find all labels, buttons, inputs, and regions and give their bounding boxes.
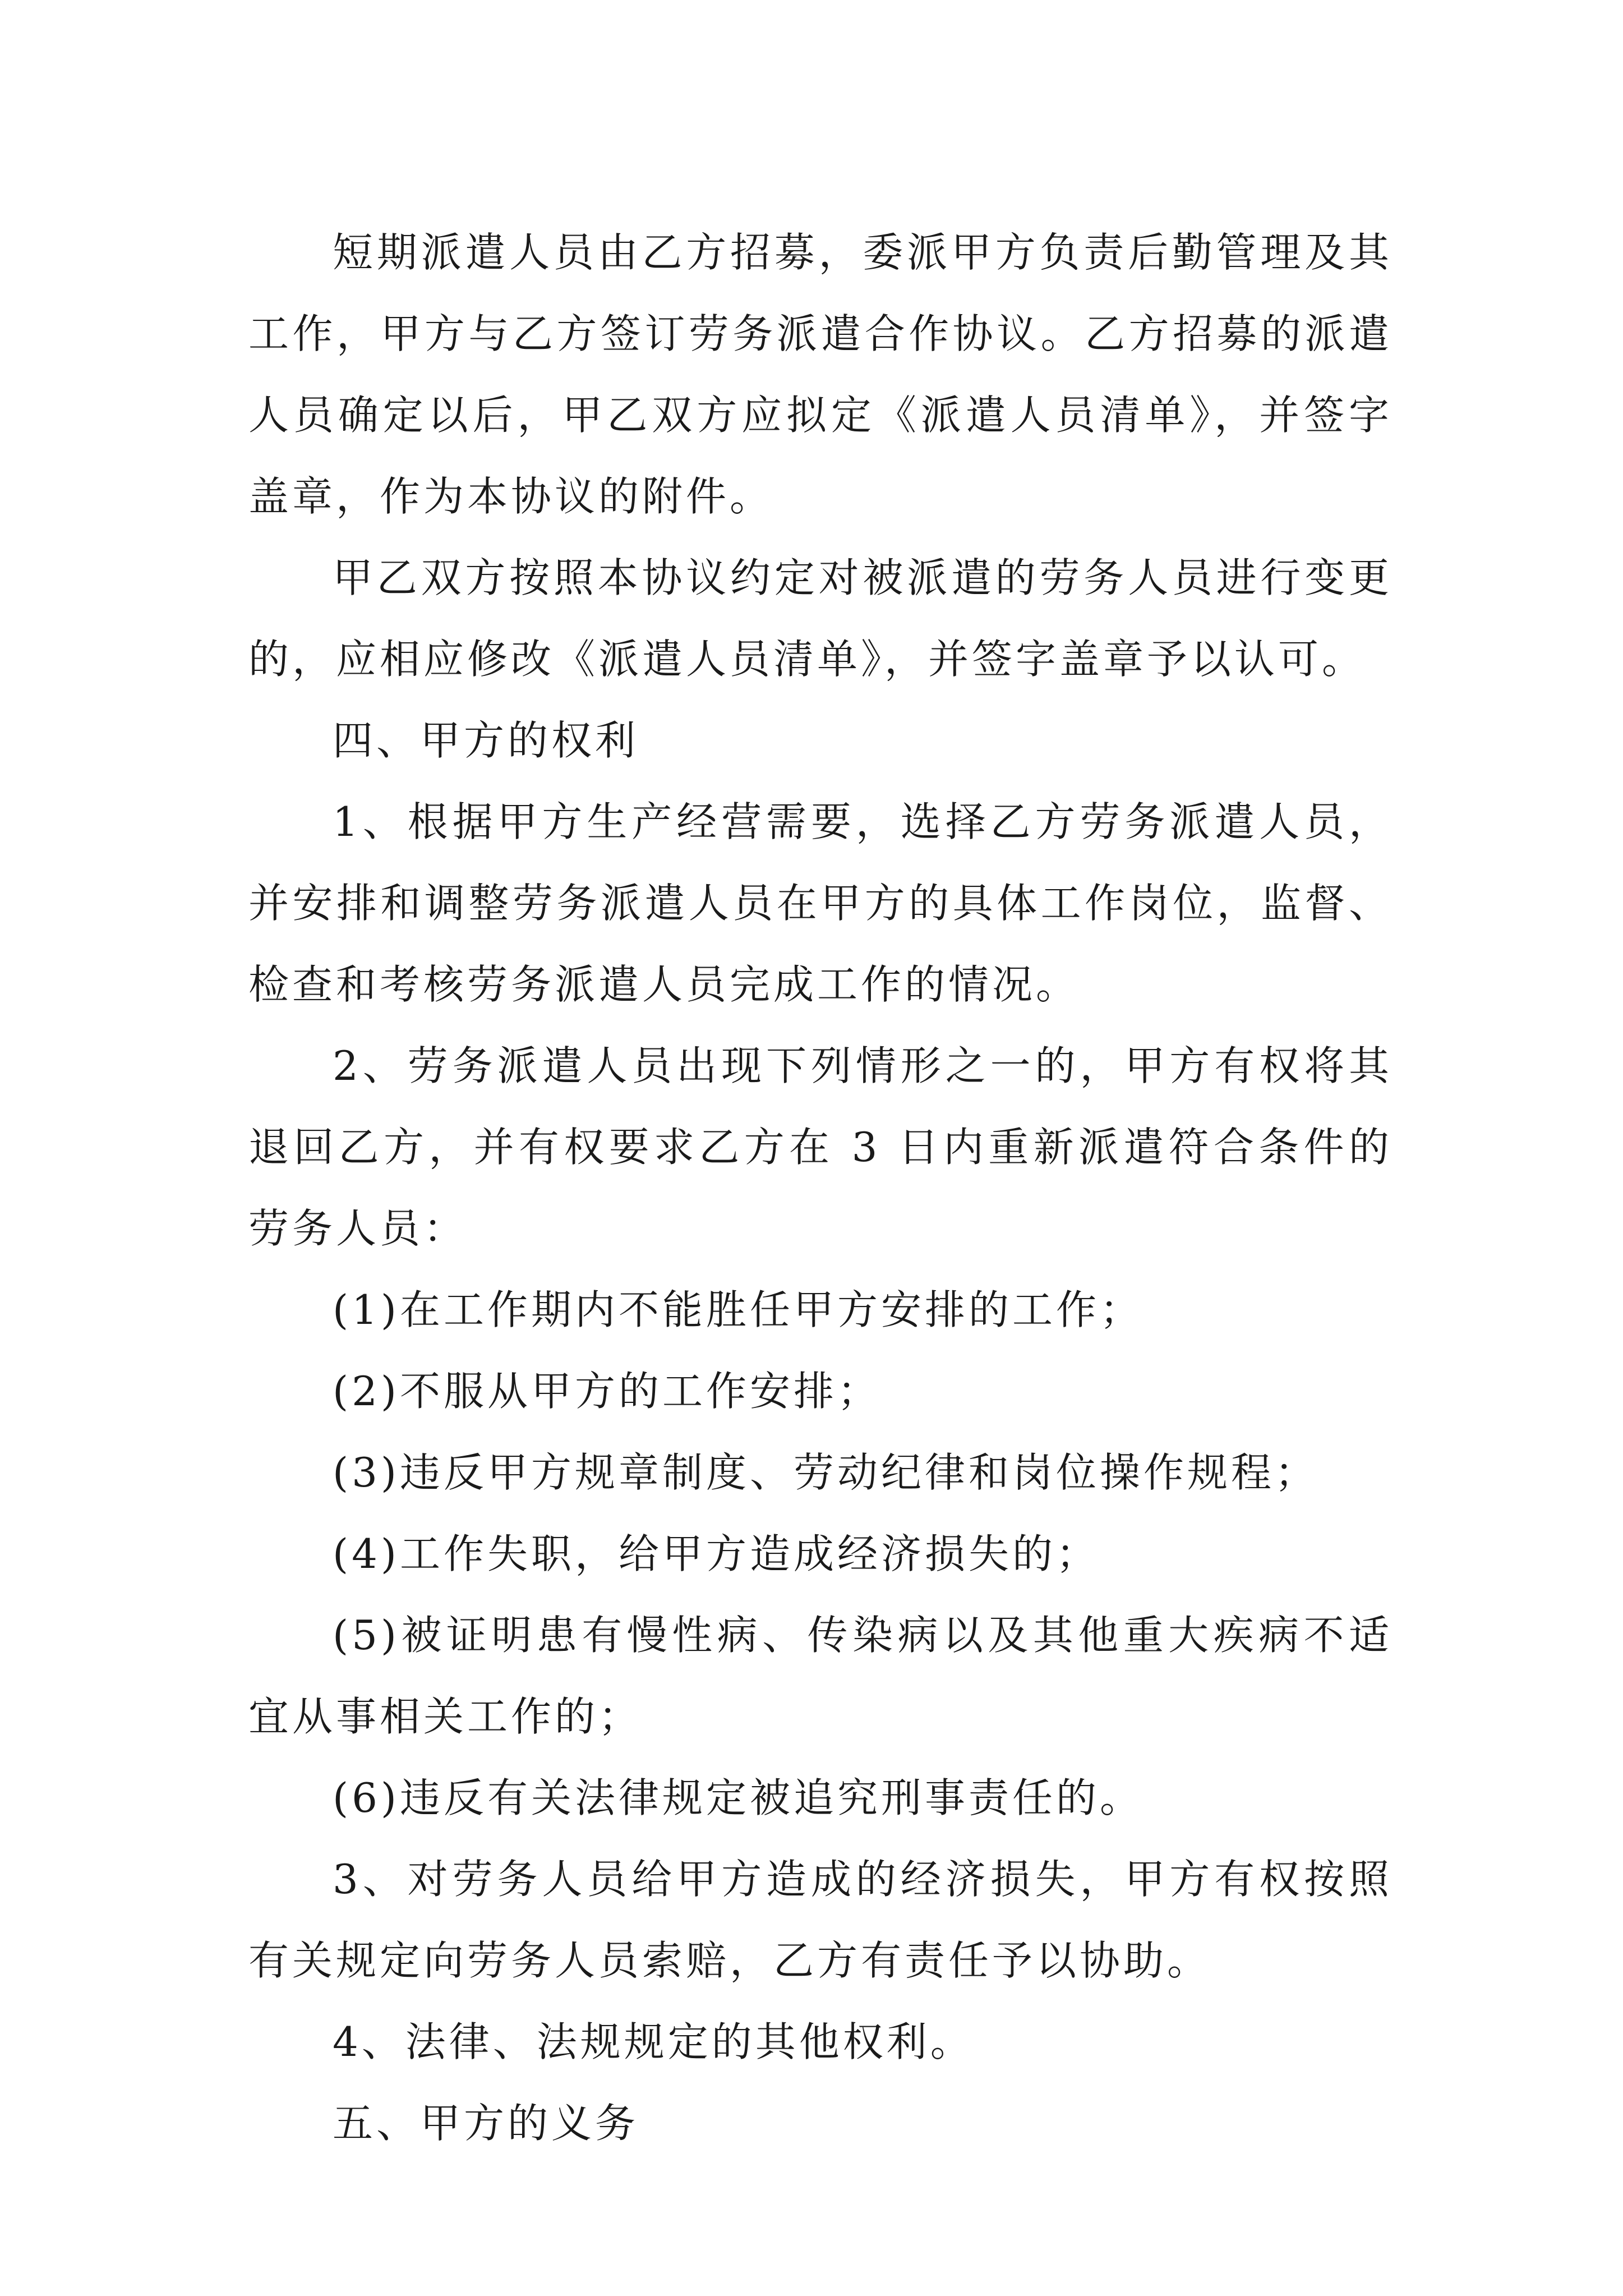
paragraph-dispatch-recruitment: 短期派遣人员由乙方招募，委派甲方负责后勤管理及其工作，甲方与乙方签订劳务派遣合作协议。乙方招募的派遣人员确定以后，甲乙双方应拟定《派遣人员清单》，并签字盖章，作为本协议的附件。 — [248, 229, 1393, 520]
sub-item-4-dereliction: (4)工作失职，给甲方造成经济损失的； — [333, 1530, 1100, 1577]
clause-3-compensation: 3、对劳务人员给甲方造成的经济损失，甲方有权按照有关规定向劳务人员索赔，乙方有责任予以协助。 — [248, 1856, 1393, 1984]
sub-item-6-criminal: (6)违反有关法律规定被追究刑事责任的。 — [333, 1774, 1144, 1821]
document-body — [248, 212, 1393, 2164]
sub-item-2-disobey: (2)不服从甲方的工作安排； — [333, 1368, 881, 1415]
sub-item-1-incompetent: (1)在工作期内不能胜任甲方安排的工作； — [333, 1286, 1144, 1333]
paragraph-dispatch-change: 甲乙双方按照本协议约定对被派遣的劳务人员进行变更的，应相应修改《派遣人员清单》，并签字盖章予以认可。 — [248, 554, 1393, 683]
sub-item-5-illness: (5)被证明患有慢性病、传染病以及其他重大疾病不适宜从事相关工作的； — [248, 1612, 1393, 1740]
clause-1-select-and-assign: 1、根据甲方生产经营需要，选择乙方劳务派遣人员，并安排和调整劳务派遣人员在甲方的具体工作岗位，监督、检查和考核劳务派遣人员完成工作的情况。 — [248, 798, 1393, 1008]
clause-2-return-personnel: 2、劳务派遣人员出现下列情形之一的，甲方有权将其退回乙方，并有权要求乙方在 3 日内重新派遣符合条件的劳务人员： — [248, 1042, 1393, 1252]
sub-item-3-violate-rules: (3)违反甲方规章制度、劳动纪律和岗位操作规程； — [333, 1449, 1318, 1496]
section-heading-party-a-rights: 四、甲方的权利 — [333, 717, 639, 764]
section-heading-party-a-obligations: 五、甲方的义务 — [333, 2100, 639, 2147]
clause-4-other-rights: 4、法律、法规规定的其他权利。 — [333, 2018, 974, 2065]
